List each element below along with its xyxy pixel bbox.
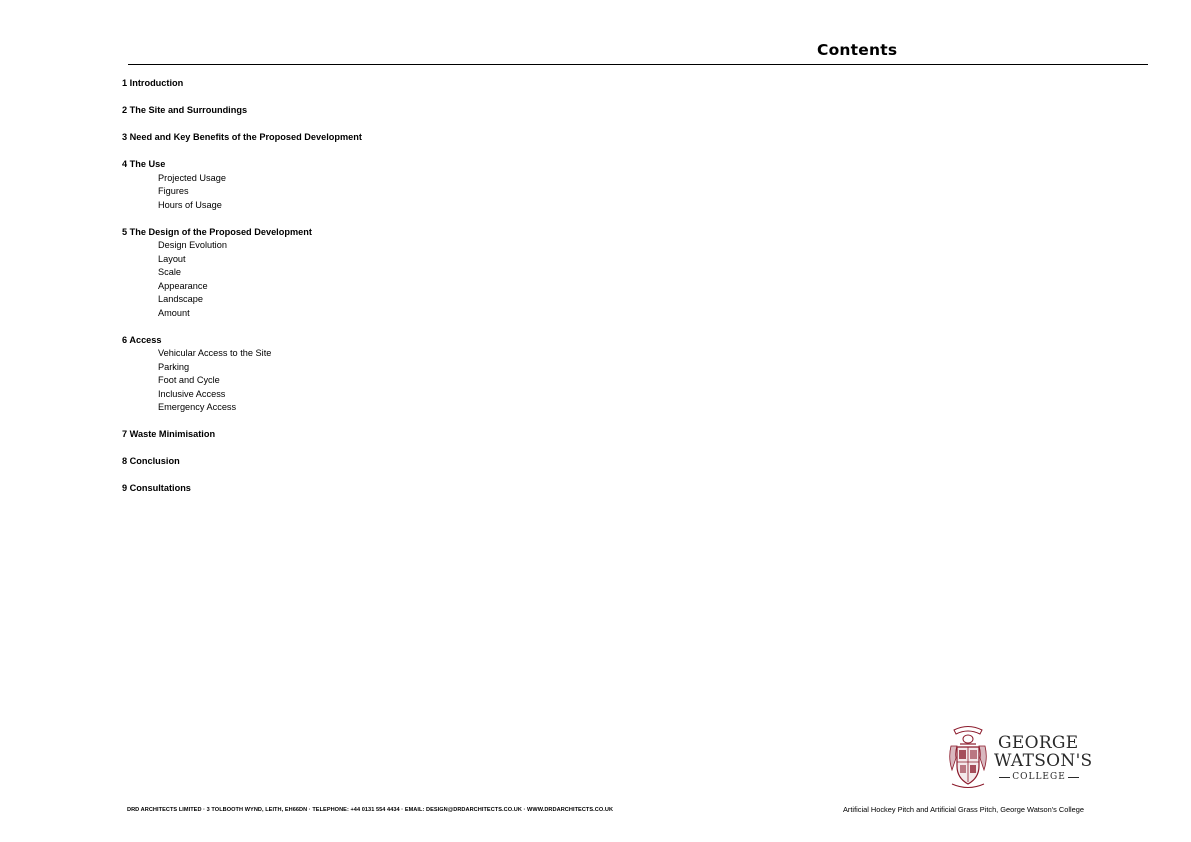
toc-subsection-item: Amount [158, 307, 190, 318]
logo-dash-right [1068, 777, 1079, 778]
toc-section-heading: 1 Introduction [122, 78, 184, 88]
toc-subsection-item: Landscape [158, 294, 203, 304]
logo-dash-left [999, 777, 1010, 778]
logo-text-college-row [995, 771, 1083, 783]
toc-subsection-item: Projected Usage [158, 172, 226, 183]
toc-subsection-list [122, 239, 602, 320]
toc-section [122, 158, 602, 212]
toc-section-heading: 8 Conclusion [122, 456, 180, 466]
toc-subsection-item: Scale [158, 267, 181, 277]
logo-text-george: GEORGE [998, 733, 1079, 753]
footer-project-title: Artificial Hockey Pitch and Artificial Grass Pitch, George Watson's College [842, 805, 1084, 814]
toc-section-heading: 4 The Use [122, 159, 166, 169]
toc-subsection-item: Inclusive Access [158, 388, 226, 399]
toc-subsection-list [122, 172, 602, 213]
toc-section [122, 455, 602, 469]
logo-text-college: COLLEGE [1012, 772, 1066, 782]
toc-section [122, 104, 602, 118]
toc-section-heading: 3 Need and Key Benefits of the Proposed Development [122, 132, 362, 142]
table-of-contents [122, 77, 602, 509]
toc-section-heading: 5 The Design of the Proposed Development [122, 226, 312, 237]
college-logo [946, 724, 1093, 792]
toc-section-heading: 6 Access [122, 334, 162, 345]
toc-section [122, 77, 602, 91]
toc-subsection-item: Emergency Access [158, 402, 237, 412]
toc-section-heading: 7 Waste Minimisation [122, 429, 216, 439]
toc-section [122, 482, 602, 496]
toc-section [122, 131, 602, 145]
toc-section [122, 428, 602, 442]
toc-subsection-item: Foot and Cycle [158, 375, 220, 385]
school-crest-icon [946, 724, 990, 792]
toc-subsection-item: Figures [158, 186, 189, 196]
toc-subsection-item: Layout [158, 253, 186, 264]
logo-text-watsons: WATSON'S [994, 751, 1093, 771]
page-title: Contents [817, 41, 898, 59]
footer-company-info: DRD ARCHITECTS LIMITED · 3 TOLBOOTH WYND, LEITH, EH66DN · TELEPHONE: +44 0131 554 4434 · EMAIL: DESIGN@DRDARCHITECTS.CO.UK · WWW.DRDARCHITECTS.CO.UK [127, 807, 614, 813]
toc-subsection-item: Design Evolution [158, 240, 227, 250]
toc-subsection-item: Vehicular Access to the Site [158, 348, 272, 358]
title-divider [128, 64, 1148, 65]
toc-subsection-item: Parking [158, 361, 190, 372]
toc-section-heading: 9 Consultations [122, 483, 191, 493]
toc-section [122, 334, 602, 415]
toc-subsection-item: Hours of Usage [158, 199, 222, 210]
toc-section [122, 226, 602, 321]
toc-section-heading: 2 The Site and Surroundings [122, 105, 248, 115]
toc-subsection-item: Appearance [158, 280, 208, 291]
toc-subsection-list [122, 347, 602, 415]
